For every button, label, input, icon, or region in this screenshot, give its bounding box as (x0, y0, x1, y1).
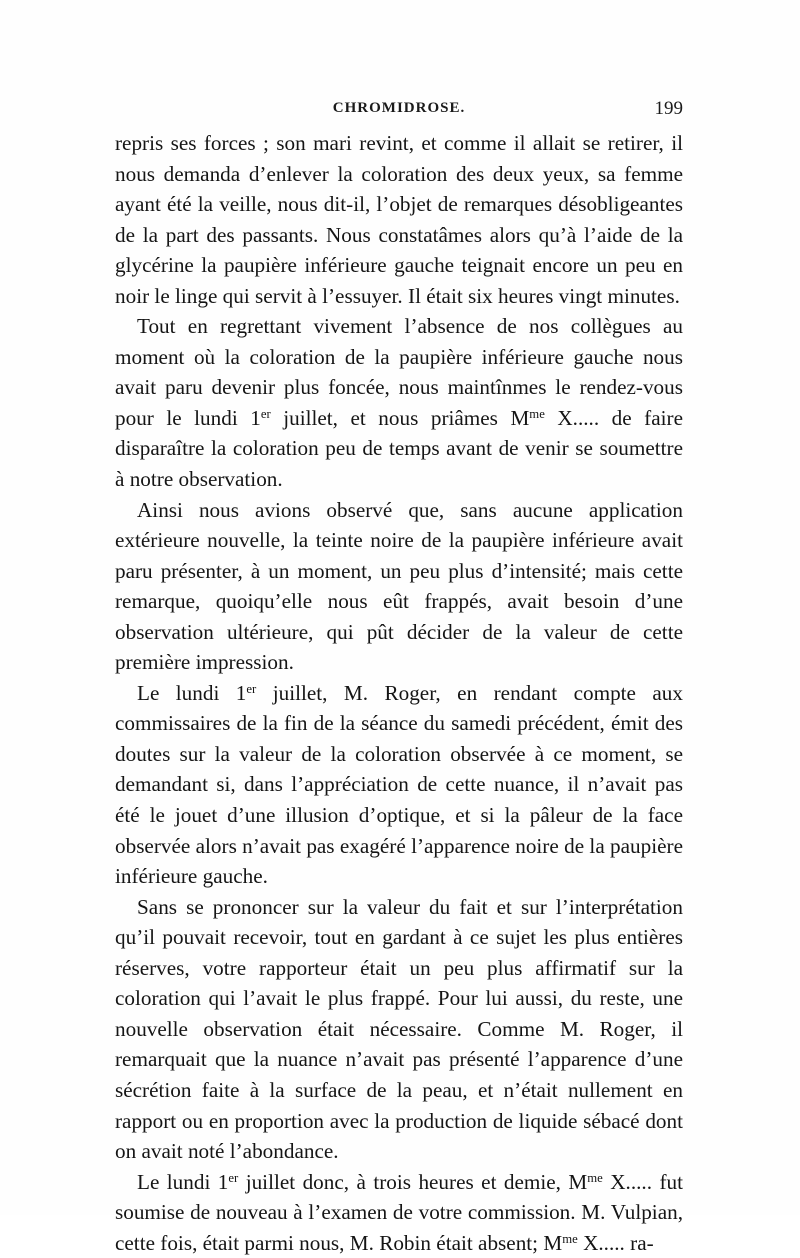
page-header (115, 96, 683, 120)
paragraph-continuation: repris ses forces ; son mari revint, et comme il allait se retirer, il nous demanda d’enlever la coloration des deux yeux, sa femme ayant été la veille, nous dit-il, l’objet de remarques désobligeantes de la part des passants. Nous constatâmes alors qu’à l’aide de la glycérine la paupière inférieure gauche teignait encore un peu en noir le linge qui servit à l’essuyer. Il était six heures vingt minutes. (115, 131, 683, 308)
paragraph: Le lundi 1er juillet donc, à trois heures et demie, $M^{me}$ X..... fut soumise de nouveau à l’examen de votre commission. M. Vulpian, cette fois, était parmi nous, M. Robin était absent; $M^{me}$ X..... ra- (115, 1169, 683, 1255)
running-title: CHROMIDROSE. (332, 100, 466, 116)
paragraph: Ainsi nous avions observé que, sans aucune application extérieure nouvelle, la teinte noire de la paupière inférieure avait paru présenter, à un moment, un peu plus d’intensité; mais cette remarque, quoiqu’elle nous eût frappés, avait besoin d’une observation ultérieure, qui pût décider de la valeur de cette première impression. (115, 497, 683, 675)
paragraph: Sans se prononcer sur la valeur du fait et sur l’interprétation qu’il pouvait recevoir, tout en gardant à ce sujet les plus entières réserves, votre rapporteur était un peu plus affirmatif sur la coloration qui l’avait le plus frappé. Pour lui aussi, du reste, une nouvelle observation était nécessaire. Comme M. Roger, il remarquait que la nuance n’avait pas présenté l’apparence d’une sécrétion faite à la surface de la peau, et n’était nullement en rapport ou en proportion avec la production de liquide sébacé dont on avait noté l’abondance. (115, 894, 683, 1164)
paragraph: Tout en regrettant vivement l’absence de nos collègues au moment où la coloration de la paupière inférieure gauche nous avait paru devenir plus foncée, nous maintînmes le rendez-vous pour le lundi 1er juillet, et nous priâmes $M^{me}$ X..... de faire disparaître la coloration peu de temps avant de venir se soumettre à notre observation. (115, 314, 683, 492)
paragraph: Le lundi 1er juillet, M. Roger, en rendant compte aux commissaires de la fin de la séance du samedi précédent, émit des doutes sur la valeur de la coloration observée à ce moment, se demandant si, dans l’appréciation de cette nuance, il n’avait pas été le jouet d’une illusion d’optique, et si la pâleur de la face observée alors n’avait pas exagéré l’apparence noire de la paupière inférieure gauche. (115, 680, 683, 889)
page-number: 199 (654, 98, 683, 119)
body-text (115, 128, 683, 1258)
